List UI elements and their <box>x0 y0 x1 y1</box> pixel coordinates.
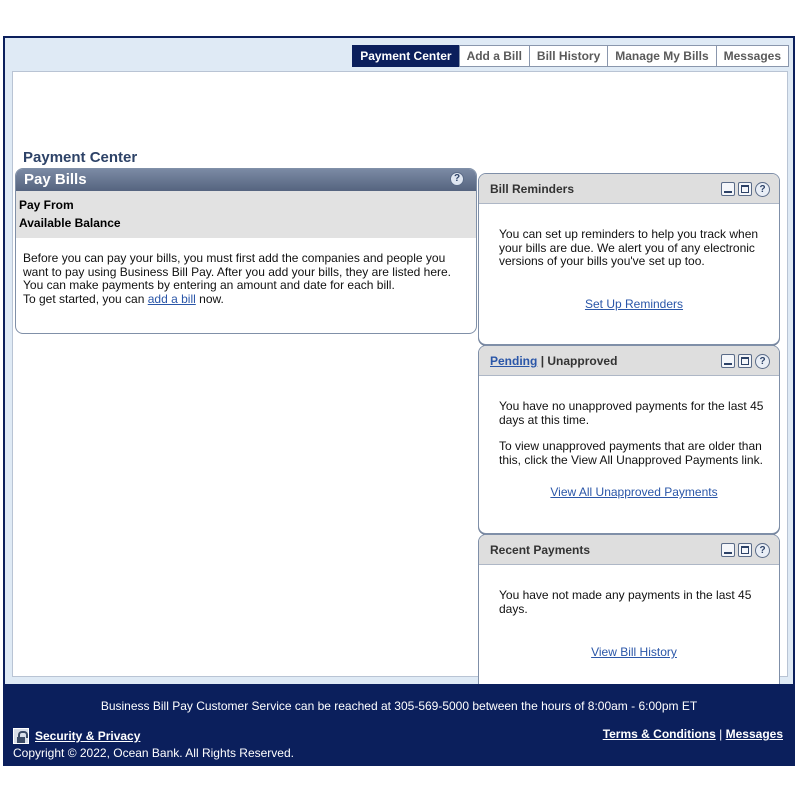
footer-separator: | <box>719 727 723 741</box>
get-started-prefix: To get started, you can <box>23 291 145 306</box>
older-unapproved-text: To view unapproved payments that are older than this, click the View All Unapproved Payments link. <box>499 439 763 467</box>
help-icon[interactable]: ? <box>450 172 464 186</box>
tab-messages[interactable]: Messages <box>716 45 789 67</box>
instructions-text: Before you can pay your bills, you must first add the companies and people you want to pay using Business Bill Pay. After you add your bills, they are listed here. You can make payments by entering an amount and date for each bill. <box>23 251 452 292</box>
bill-reminders-widget <box>478 173 780 345</box>
maximize-icon[interactable] <box>738 182 752 196</box>
help-icon[interactable]: ? <box>755 354 770 369</box>
view-all-unapproved-link[interactable]: View All Unapproved Payments <box>550 485 718 499</box>
bill-reminders-header <box>479 174 779 204</box>
help-icon[interactable]: ? <box>755 543 770 558</box>
set-up-reminders-link[interactable]: Set Up Reminders <box>584 296 684 311</box>
tab-pending[interactable]: Pending <box>490 354 538 368</box>
help-icon[interactable]: ? <box>755 182 770 197</box>
bill-reminders-text: You can set up reminders to help you track when your bills are due. We alert you of any electronic versions of your bills you've set up too. <box>499 227 759 268</box>
customer-service-text: Business Bill Pay Customer Service can be reached at 305-569-5000 between the hours of 8:00am - 6:00pm ET <box>100 699 698 713</box>
pay-bills-instructions <box>16 238 476 306</box>
tab-separator: | <box>540 354 545 368</box>
security-privacy-link[interactable]: Security & Privacy <box>35 729 141 743</box>
minimize-icon[interactable] <box>721 182 735 196</box>
pending-unapproved-header <box>479 346 779 376</box>
get-started-suffix: now. <box>199 291 224 306</box>
pay-bills-header <box>16 169 476 191</box>
maximize-icon[interactable] <box>738 354 752 368</box>
recent-payments-title: Recent Payments <box>490 543 591 557</box>
copyright: Copyright © 2022, Ocean Bank. All Rights Reserved. <box>13 746 294 760</box>
no-unapproved-text: You have no unapproved payments for the last 45 days at this time. <box>499 399 764 427</box>
tab-bill-history[interactable]: Bill History <box>529 45 608 67</box>
view-bill-history-link[interactable]: View Bill History <box>591 645 677 659</box>
footer-messages-link[interactable]: Messages <box>725 727 783 741</box>
pending-unapproved-widget <box>478 345 780 534</box>
widget-controls <box>721 354 770 369</box>
security-privacy <box>13 728 140 744</box>
minimize-icon[interactable] <box>721 354 735 368</box>
pending-body <box>479 376 779 500</box>
tab-unapproved[interactable]: Unapproved <box>547 354 618 368</box>
tab-payment-center[interactable]: Payment Center <box>352 45 459 67</box>
maximize-icon[interactable] <box>738 543 752 557</box>
content-area <box>12 71 788 677</box>
widget-controls <box>721 543 770 558</box>
add-a-bill-link[interactable]: add a bill <box>147 291 196 306</box>
lock-icon <box>13 728 29 744</box>
pay-bills-panel <box>15 168 477 334</box>
footer-links <box>603 727 783 741</box>
tab-add-a-bill[interactable]: Add a Bill <box>459 45 530 67</box>
bill-reminders-body <box>479 204 779 311</box>
top-area <box>5 38 793 684</box>
footer <box>5 684 793 764</box>
pay-bills-title: Pay Bills <box>24 171 87 188</box>
no-recent-payments-text: You have not made any payments in the last 45 days. <box>499 588 752 616</box>
page-title: Payment Center <box>23 149 138 166</box>
widget-controls <box>721 182 770 197</box>
tab-manage-my-bills[interactable]: Manage My Bills <box>607 45 716 67</box>
available-balance-label: Available Balance <box>19 216 121 230</box>
pay-from-section <box>16 191 476 238</box>
main-tabs <box>353 45 789 67</box>
minimize-icon[interactable] <box>721 543 735 557</box>
pay-from-label: Pay From <box>19 198 74 212</box>
recent-payments-body <box>479 565 779 660</box>
recent-payments-widget <box>478 534 780 693</box>
terms-conditions-link[interactable]: Terms & Conditions <box>602 727 716 741</box>
bill-reminders-title: Bill Reminders <box>490 182 575 196</box>
recent-payments-header <box>479 535 779 565</box>
bill-pay-frame <box>3 36 795 766</box>
